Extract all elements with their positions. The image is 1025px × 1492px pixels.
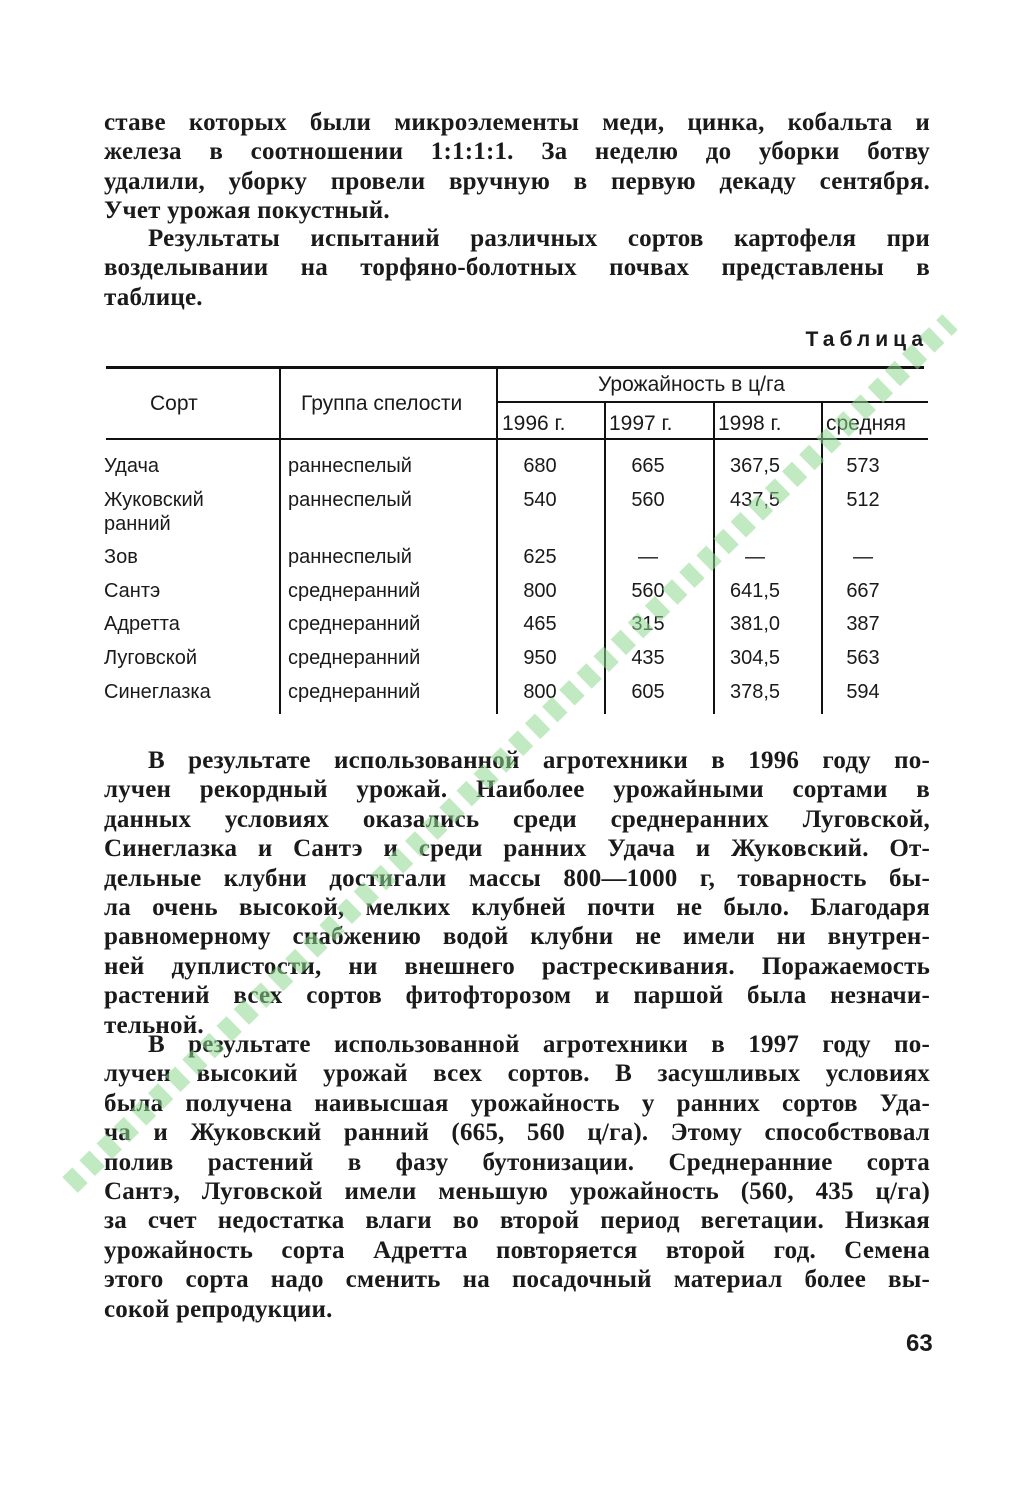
table-cell-1998: 437,5 <box>729 489 781 511</box>
table-cell-1997: 435 <box>631 647 665 669</box>
table-row-name: Удача <box>104 455 160 477</box>
text-line: данных условиях оказались среди среднеранних Луговской, <box>104 805 930 833</box>
table-top-rule <box>106 366 924 369</box>
text-line: железа в соотношении 1:1:1:1. За неделю до уборки ботву <box>104 138 930 166</box>
paragraph-1997 <box>104 1030 930 1324</box>
table-row-name: Луговской <box>104 647 197 669</box>
table-cell-1998: 641,5 <box>729 580 781 602</box>
table-row-group: среднеранний <box>288 681 421 703</box>
table-cell-1996: 950 <box>523 647 557 669</box>
text-line: ча и Жуковский ранний (665, 560 ц/га). Этому способствовал <box>104 1119 930 1147</box>
text-line: ней дуплистости, ни внешнего растрескивания. Поражаемость <box>104 952 930 980</box>
header-1997: 1997 г. <box>609 412 673 435</box>
table-cell-average: 594 <box>846 681 880 703</box>
header-1996: 1996 г. <box>502 412 566 435</box>
table-cell-1997: 560 <box>631 489 665 511</box>
table-cell-average: — <box>853 546 873 568</box>
table-row-name: Сантэ <box>104 580 161 602</box>
text-line: этого сорта надо сменить на посадочный материал более вы- <box>104 1266 930 1294</box>
paragraph-results <box>104 224 930 312</box>
table-row-name: Зов <box>104 546 138 568</box>
table-row-name: Адретта <box>104 613 180 635</box>
text-line: ставе которых были микроэлементы меди, цинка, кобальта и <box>104 109 930 136</box>
table-caption: Таблица <box>805 328 928 351</box>
table-cell-average: 563 <box>846 647 880 669</box>
table-cell-average: 387 <box>846 613 880 635</box>
table-cell-average: 512 <box>846 489 880 511</box>
text-line: Результаты испытаний различных сортов картофеля при <box>148 225 930 252</box>
table-cell-1996: 800 <box>523 681 557 703</box>
table-header-rule <box>106 438 928 440</box>
text-line: удалили, уборку провели вручную в первую декаду сентября. <box>104 167 930 195</box>
table-cell-1997: — <box>638 546 658 568</box>
header-average: средняя <box>826 412 906 435</box>
page-number: 63 <box>906 1330 933 1357</box>
text-line: урожайность сорта Адретта повторяется второй год. Семена <box>104 1236 930 1264</box>
table-cell-1996: 465 <box>523 613 557 635</box>
table-row-group: среднеранний <box>288 580 421 602</box>
text-line: ла очень высокой, мелких клубней почти не было. Благодаря <box>104 894 930 922</box>
table-row-group: раннеспелый <box>288 455 412 477</box>
table-cell-1997: 605 <box>631 681 665 703</box>
table-row-group: раннеспелый <box>288 546 412 568</box>
table-cell-1997: 560 <box>631 580 665 602</box>
table-cell-1998: — <box>745 546 765 568</box>
text-line: полив растений в фазу бутонизации. Среднеранние сорта <box>104 1148 930 1176</box>
table-cell-1996: 540 <box>523 489 557 511</box>
text-line: сокой репродукции. <box>104 1295 333 1323</box>
text-line: Учет урожая покустный. <box>104 197 390 225</box>
text-line: таблице. <box>104 283 203 311</box>
text-line: дельные клубни достигали массы 800—1000 г, товарность бы- <box>104 864 930 892</box>
text-line: возделывании на торфяно-болотных почвах представлены в <box>104 254 930 282</box>
text-line: В результате использованной агротехники в 1997 году по- <box>148 1031 930 1058</box>
table-cell-1997: 315 <box>631 613 665 635</box>
table-cell-1996: 625 <box>523 546 557 568</box>
text-line: лучен рекордный урожай. Наиболее урожайными сортами в <box>104 776 930 804</box>
table-row-group: среднеранний <box>288 647 421 669</box>
paragraph-1996 <box>104 746 930 1040</box>
text-line: растений всех сортов фитофторозом и паршой была незначи- <box>104 982 930 1010</box>
header-sort: Сорт <box>150 392 198 415</box>
table-cell-1997: 665 <box>631 455 665 477</box>
table-row-name: Жуковский ранний <box>104 489 204 535</box>
text-line: Сантэ, Луговской имели меньшую урожайность (560, 435 ц/га) <box>104 1178 930 1206</box>
table-column-divider <box>279 368 281 714</box>
table-cell-1998: 367,5 <box>729 455 781 477</box>
table-row-name: Синеглазка <box>104 681 211 703</box>
text-line: лучен высокий урожай всех сортов. В засушливых условиях <box>104 1060 930 1088</box>
table-row-group: среднеранний <box>288 613 421 635</box>
table-cell-1996: 680 <box>523 455 557 477</box>
table-cell-1998: 378,5 <box>729 681 781 703</box>
text-line: В результате использованной агротехники в 1996 году по- <box>148 747 930 774</box>
text-line: за счет недостатка влаги во второй период вегетации. Низкая <box>104 1207 930 1235</box>
header-group: Группа спелости <box>301 392 463 415</box>
header-1998: 1998 г. <box>718 412 782 435</box>
table-cell-average: 667 <box>846 580 880 602</box>
text-line: равномерному снабжению водой клубни не имели ни внутрен- <box>104 923 930 951</box>
table-cell-1998: 304,5 <box>729 647 781 669</box>
table-cell-1996: 800 <box>523 580 557 602</box>
header-yield: Урожайность в ц/га <box>598 373 785 396</box>
table-row-group: раннеспелый <box>288 489 412 511</box>
paragraph-intro <box>104 108 930 226</box>
text-line: была получена наивысшая урожайность у ранних сортов Уда- <box>104 1089 930 1117</box>
text-line: тельной. <box>104 1011 204 1039</box>
table-cell-average: 573 <box>846 455 880 477</box>
table-cell-1998: 381,0 <box>729 613 781 635</box>
text-line: Синеглазка и Сантэ и среди ранних Удача и Жуковский. От- <box>104 835 930 863</box>
